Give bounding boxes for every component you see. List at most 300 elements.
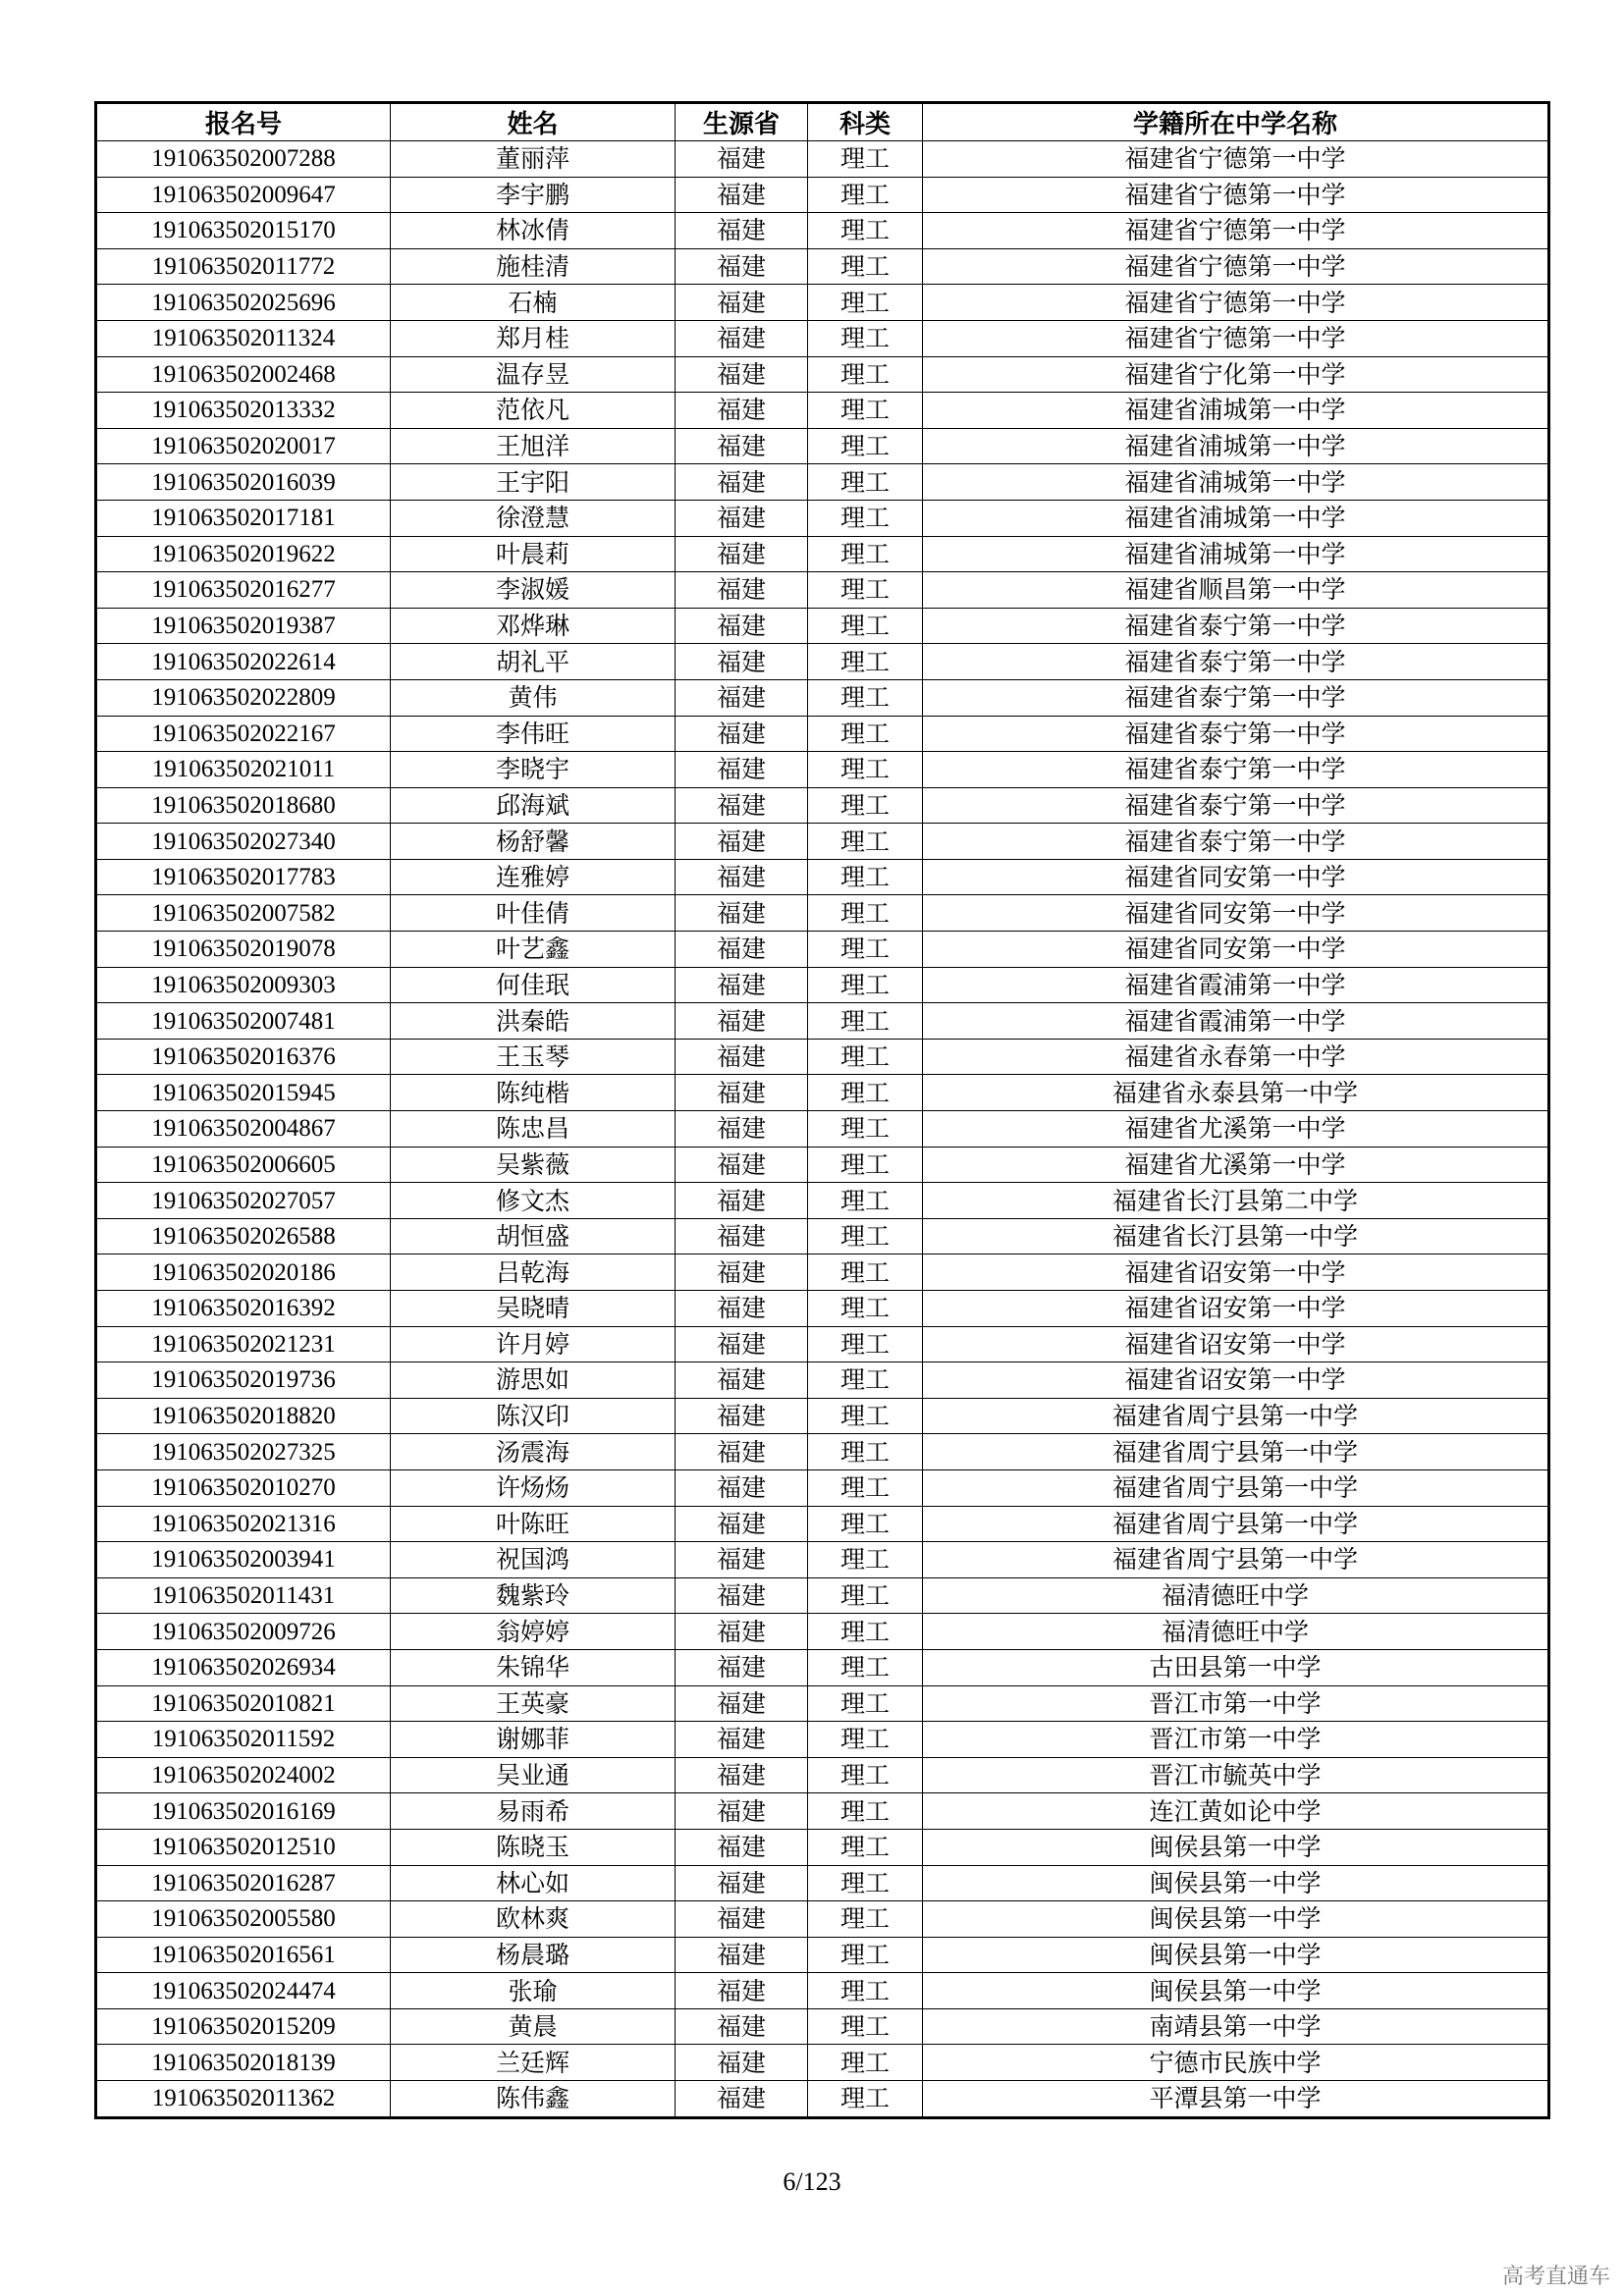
table-row (96, 932, 1549, 968)
cell-school: 连江黄如论中学 (923, 1793, 1549, 1830)
cell-name: 杨晨璐 (391, 1937, 676, 1973)
table-row (96, 1757, 1549, 1793)
cell-school: 福建省永泰县第一中学 (923, 1075, 1549, 1111)
cell-category: 理工 (808, 1434, 923, 1470)
cell-name: 陈汉印 (391, 1398, 676, 1434)
table-row (96, 213, 1549, 249)
cell-school: 福建省同安第一中学 (923, 859, 1549, 895)
cell-school: 福建省宁德第一中学 (923, 141, 1549, 178)
cell-name: 李晓宇 (391, 752, 676, 788)
cell-reg-no: 191063502009303 (96, 967, 391, 1003)
cell-school: 闽侯县第一中学 (923, 1901, 1549, 1938)
cell-category: 理工 (808, 1685, 923, 1722)
table-row (96, 1901, 1549, 1938)
cell-name: 游思如 (391, 1362, 676, 1399)
cell-name: 石楠 (391, 285, 676, 321)
cell-category: 理工 (808, 679, 923, 716)
cell-province: 福建 (676, 2008, 808, 2045)
table-row (96, 1829, 1549, 1865)
table-row (96, 464, 1549, 501)
cell-reg-no: 191063502017181 (96, 500, 391, 536)
cell-school: 福建省泰宁第一中学 (923, 644, 1549, 680)
cell-category: 理工 (808, 608, 923, 644)
header-reg-no: 报名号 (96, 103, 391, 141)
table-row (96, 285, 1549, 321)
cell-category: 理工 (808, 1183, 923, 1219)
cell-name: 王英豪 (391, 1685, 676, 1722)
cell-category: 理工 (808, 1793, 923, 1830)
cell-province: 福建 (676, 1039, 808, 1075)
cell-name: 叶晨莉 (391, 536, 676, 572)
cell-province: 福建 (676, 141, 808, 178)
table-row (96, 1075, 1549, 1111)
header-row (96, 103, 1549, 141)
cell-reg-no: 191063502007481 (96, 1003, 391, 1040)
cell-school: 福建省周宁县第一中学 (923, 1434, 1549, 1470)
cell-name: 翁婷婷 (391, 1614, 676, 1650)
cell-name: 郑月桂 (391, 320, 676, 356)
table-row (96, 1577, 1549, 1614)
header-school: 学籍所在中学名称 (923, 103, 1549, 141)
cell-province: 福建 (676, 716, 808, 752)
cell-school: 福建省永春第一中学 (923, 1039, 1549, 1075)
table-row (96, 1649, 1549, 1685)
cell-province: 福建 (676, 1218, 808, 1255)
cell-province: 福建 (676, 1685, 808, 1722)
cell-province: 福建 (676, 608, 808, 644)
cell-school: 福建省浦城第一中学 (923, 500, 1549, 536)
cell-reg-no: 191063502011362 (96, 2081, 391, 2118)
cell-reg-no: 191063502009647 (96, 177, 391, 213)
cell-province: 福建 (676, 428, 808, 464)
cell-province: 福建 (676, 1326, 808, 1362)
cell-reg-no: 191063502012510 (96, 1829, 391, 1865)
cell-reg-no: 191063502002468 (96, 356, 391, 393)
cell-name: 谢娜菲 (391, 1722, 676, 1758)
cell-category: 理工 (808, 752, 923, 788)
table-row (96, 787, 1549, 824)
cell-province: 福建 (676, 285, 808, 321)
cell-name: 邱海斌 (391, 787, 676, 824)
cell-province: 福建 (676, 320, 808, 356)
cell-school: 福建省诏安第一中学 (923, 1255, 1549, 1291)
table-row (96, 1937, 1549, 1973)
cell-school: 福建省浦城第一中学 (923, 536, 1549, 572)
cell-province: 福建 (676, 895, 808, 932)
cell-school: 福建省泰宁第一中学 (923, 679, 1549, 716)
table-row (96, 1218, 1549, 1255)
cell-school: 福建省宁德第一中学 (923, 248, 1549, 285)
cell-name: 汤震海 (391, 1434, 676, 1470)
table-row (96, 536, 1549, 572)
cell-reg-no: 191063502025696 (96, 285, 391, 321)
table-row (96, 1469, 1549, 1506)
table-row (96, 1147, 1549, 1183)
cell-province: 福建 (676, 824, 808, 860)
table-row (96, 177, 1549, 213)
cell-name: 连雅婷 (391, 859, 676, 895)
cell-name: 林心如 (391, 1865, 676, 1901)
table-row (96, 1039, 1549, 1075)
cell-name: 邓烨琳 (391, 608, 676, 644)
watermark: 高考直通车 (1501, 2265, 1610, 2289)
cell-category: 理工 (808, 2081, 923, 2118)
cell-category: 理工 (808, 428, 923, 464)
cell-category: 理工 (808, 2008, 923, 2045)
cell-school: 闽侯县第一中学 (923, 1973, 1549, 2009)
table-row (96, 967, 1549, 1003)
cell-name: 洪秦皓 (391, 1003, 676, 1040)
cell-school: 晋江市毓英中学 (923, 1757, 1549, 1793)
cell-name: 范依凡 (391, 393, 676, 429)
cell-name: 许炀炀 (391, 1469, 676, 1506)
cell-reg-no: 191063502019736 (96, 1362, 391, 1399)
table-row (96, 2008, 1549, 2045)
cell-school: 古田县第一中学 (923, 1649, 1549, 1685)
cell-name: 兰廷辉 (391, 2045, 676, 2081)
cell-name: 祝国鸿 (391, 1542, 676, 1578)
cell-category: 理工 (808, 1291, 923, 1327)
cell-reg-no: 191063502007582 (96, 895, 391, 932)
header-name: 姓名 (391, 103, 676, 141)
cell-category: 理工 (808, 1218, 923, 1255)
cell-province: 福建 (676, 1255, 808, 1291)
cell-school: 福建省周宁县第一中学 (923, 1506, 1549, 1542)
cell-school: 福建省长汀县第二中学 (923, 1183, 1549, 1219)
cell-name: 何佳珉 (391, 967, 676, 1003)
cell-name: 温存昱 (391, 356, 676, 393)
cell-school: 福建省尤溪第一中学 (923, 1111, 1549, 1148)
table-row (96, 1255, 1549, 1291)
table-row (96, 1398, 1549, 1434)
cell-school: 福建省泰宁第一中学 (923, 752, 1549, 788)
table-row (96, 608, 1549, 644)
cell-reg-no: 191063502016376 (96, 1039, 391, 1075)
cell-school: 晋江市第一中学 (923, 1685, 1549, 1722)
cell-school: 福建省宁德第一中学 (923, 320, 1549, 356)
table-row (96, 393, 1549, 429)
cell-reg-no: 191063502016561 (96, 1937, 391, 1973)
cell-school: 福建省周宁县第一中学 (923, 1469, 1549, 1506)
cell-province: 福建 (676, 500, 808, 536)
cell-category: 理工 (808, 213, 923, 249)
table-row (96, 895, 1549, 932)
cell-category: 理工 (808, 1649, 923, 1685)
cell-reg-no: 191063502022614 (96, 644, 391, 680)
cell-province: 福建 (676, 1469, 808, 1506)
cell-school: 福建省周宁县第一中学 (923, 1542, 1549, 1578)
cell-name: 叶艺鑫 (391, 932, 676, 968)
cell-category: 理工 (808, 716, 923, 752)
cell-reg-no: 191063502019622 (96, 536, 391, 572)
table-row (96, 824, 1549, 860)
cell-category: 理工 (808, 1147, 923, 1183)
cell-province: 福建 (676, 1829, 808, 1865)
cell-school: 福建省宁化第一中学 (923, 356, 1549, 393)
table-row (96, 141, 1549, 178)
cell-school: 福建省诏安第一中学 (923, 1291, 1549, 1327)
cell-reg-no: 191063502016277 (96, 572, 391, 609)
cell-province: 福建 (676, 932, 808, 968)
cell-school: 福建省霞浦第一中学 (923, 1003, 1549, 1040)
cell-province: 福建 (676, 1075, 808, 1111)
cell-name: 胡恒盛 (391, 1218, 676, 1255)
header-province: 生源省 (676, 103, 808, 141)
cell-province: 福建 (676, 1362, 808, 1399)
cell-name: 易雨希 (391, 1793, 676, 1830)
cell-category: 理工 (808, 285, 923, 321)
table-row (96, 1793, 1549, 1830)
cell-category: 理工 (808, 177, 923, 213)
table-row (96, 716, 1549, 752)
table-row (96, 2045, 1549, 2081)
cell-reg-no: 191063502027057 (96, 1183, 391, 1219)
cell-province: 福建 (676, 787, 808, 824)
cell-category: 理工 (808, 393, 923, 429)
table-row (96, 248, 1549, 285)
cell-school: 南靖县第一中学 (923, 2008, 1549, 2045)
cell-school: 福建省泰宁第一中学 (923, 716, 1549, 752)
cell-school: 闽侯县第一中学 (923, 1937, 1549, 1973)
cell-reg-no: 191063502020186 (96, 1255, 391, 1291)
table-body (96, 141, 1549, 2118)
cell-province: 福建 (676, 1577, 808, 1614)
cell-reg-no: 191063502026934 (96, 1649, 391, 1685)
cell-reg-no: 191063502016169 (96, 1793, 391, 1830)
cell-name: 朱锦华 (391, 1649, 676, 1685)
admission-roster-table (94, 101, 1550, 2119)
cell-school: 闽侯县第一中学 (923, 1865, 1549, 1901)
page-number: 6/123 (783, 2167, 841, 2196)
cell-reg-no: 191063502010270 (96, 1469, 391, 1506)
cell-province: 福建 (676, 1542, 808, 1578)
table-row (96, 1291, 1549, 1327)
cell-province: 福建 (676, 536, 808, 572)
cell-province: 福建 (676, 356, 808, 393)
cell-school: 福建省浦城第一中学 (923, 393, 1549, 429)
cell-province: 福建 (676, 1757, 808, 1793)
cell-name: 杨舒馨 (391, 824, 676, 860)
cell-reg-no: 191063502020017 (96, 428, 391, 464)
cell-name: 吴紫薇 (391, 1147, 676, 1183)
cell-category: 理工 (808, 859, 923, 895)
cell-category: 理工 (808, 1111, 923, 1148)
cell-province: 福建 (676, 1506, 808, 1542)
cell-name: 陈纯楷 (391, 1075, 676, 1111)
cell-category: 理工 (808, 644, 923, 680)
table-row (96, 1362, 1549, 1399)
table-row (96, 1614, 1549, 1650)
cell-name: 王宇阳 (391, 464, 676, 501)
cell-reg-no: 191063502016287 (96, 1865, 391, 1901)
cell-category: 理工 (808, 967, 923, 1003)
cell-province: 福建 (676, 1183, 808, 1219)
cell-reg-no: 191063502007288 (96, 141, 391, 178)
cell-category: 理工 (808, 1362, 923, 1399)
cell-name: 王玉琴 (391, 1039, 676, 1075)
cell-reg-no: 191063502016039 (96, 464, 391, 501)
cell-reg-no: 191063502015945 (96, 1075, 391, 1111)
cell-category: 理工 (808, 932, 923, 968)
cell-school: 福建省宁德第一中学 (923, 285, 1549, 321)
cell-category: 理工 (808, 1901, 923, 1938)
cell-school: 福建省长汀县第一中学 (923, 1218, 1549, 1255)
cell-name: 叶佳倩 (391, 895, 676, 932)
cell-province: 福建 (676, 859, 808, 895)
cell-name: 陈伟鑫 (391, 2081, 676, 2118)
cell-category: 理工 (808, 824, 923, 860)
cell-category: 理工 (808, 1398, 923, 1434)
cell-school: 福建省泰宁第一中学 (923, 787, 1549, 824)
cell-province: 福建 (676, 1434, 808, 1470)
cell-category: 理工 (808, 1039, 923, 1075)
table-row (96, 679, 1549, 716)
cell-reg-no: 191063502004867 (96, 1111, 391, 1148)
cell-school: 福建省浦城第一中学 (923, 464, 1549, 501)
cell-province: 福建 (676, 1865, 808, 1901)
cell-province: 福建 (676, 2081, 808, 2118)
cell-category: 理工 (808, 787, 923, 824)
table-row (96, 1111, 1549, 1148)
cell-category: 理工 (808, 1757, 923, 1793)
cell-school: 福建省宁德第一中学 (923, 213, 1549, 249)
cell-category: 理工 (808, 1973, 923, 2009)
cell-category: 理工 (808, 320, 923, 356)
table-row (96, 428, 1549, 464)
cell-school: 福建省周宁县第一中学 (923, 1398, 1549, 1434)
cell-province: 福建 (676, 1937, 808, 1973)
cell-name: 魏紫玲 (391, 1577, 676, 1614)
cell-name: 吴业通 (391, 1757, 676, 1793)
cell-category: 理工 (808, 1003, 923, 1040)
cell-reg-no: 191063502013332 (96, 393, 391, 429)
table-row (96, 1722, 1549, 1758)
cell-school: 福建省泰宁第一中学 (923, 824, 1549, 860)
table-row (96, 1506, 1549, 1542)
cell-school: 福建省诏安第一中学 (923, 1326, 1549, 1362)
cell-name: 陈忠昌 (391, 1111, 676, 1148)
cell-category: 理工 (808, 1829, 923, 1865)
cell-province: 福建 (676, 248, 808, 285)
cell-province: 福建 (676, 1649, 808, 1685)
cell-category: 理工 (808, 1469, 923, 1506)
cell-name: 胡礼平 (391, 644, 676, 680)
cell-province: 福建 (676, 464, 808, 501)
cell-reg-no: 191063502003941 (96, 1542, 391, 1578)
cell-reg-no: 191063502018820 (96, 1398, 391, 1434)
cell-reg-no: 191063502015209 (96, 2008, 391, 2045)
cell-name: 欧林爽 (391, 1901, 676, 1938)
cell-school: 福建省泰宁第一中学 (923, 608, 1549, 644)
cell-reg-no: 191063502015170 (96, 213, 391, 249)
cell-province: 福建 (676, 213, 808, 249)
cell-reg-no: 191063502021231 (96, 1326, 391, 1362)
cell-name: 李淑媛 (391, 572, 676, 609)
cell-reg-no: 191063502024002 (96, 1757, 391, 1793)
cell-reg-no: 191063502027340 (96, 824, 391, 860)
cell-school: 福清德旺中学 (923, 1577, 1549, 1614)
cell-category: 理工 (808, 248, 923, 285)
table-row (96, 1973, 1549, 2009)
table-row (96, 1542, 1549, 1578)
table-header (96, 103, 1549, 141)
cell-school: 晋江市第一中学 (923, 1722, 1549, 1758)
cell-reg-no: 191063502019078 (96, 932, 391, 968)
table-row (96, 356, 1549, 393)
cell-reg-no: 191063502017783 (96, 859, 391, 895)
cell-category: 理工 (808, 1506, 923, 1542)
table-row (96, 1326, 1549, 1362)
cell-school: 福建省尤溪第一中学 (923, 1147, 1549, 1183)
cell-name: 修文杰 (391, 1183, 676, 1219)
cell-province: 福建 (676, 1111, 808, 1148)
cell-province: 福建 (676, 1973, 808, 2009)
cell-name: 李伟旺 (391, 716, 676, 752)
table-row (96, 1865, 1549, 1901)
cell-category: 理工 (808, 1865, 923, 1901)
cell-name: 吕乾海 (391, 1255, 676, 1291)
cell-reg-no: 191063502024474 (96, 1973, 391, 2009)
cell-province: 福建 (676, 1614, 808, 1650)
cell-reg-no: 191063502018680 (96, 787, 391, 824)
cell-category: 理工 (808, 1255, 923, 1291)
cell-category: 理工 (808, 2045, 923, 2081)
cell-province: 福建 (676, 679, 808, 716)
cell-school: 宁德市民族中学 (923, 2045, 1549, 2081)
cell-reg-no: 191063502016392 (96, 1291, 391, 1327)
cell-category: 理工 (808, 1722, 923, 1758)
roster-sheet (94, 101, 1547, 2119)
cell-province: 福建 (676, 752, 808, 788)
cell-category: 理工 (808, 1075, 923, 1111)
table-row (96, 1434, 1549, 1470)
cell-reg-no: 191063502011592 (96, 1722, 391, 1758)
cell-province: 福建 (676, 1722, 808, 1758)
cell-category: 理工 (808, 141, 923, 178)
cell-school: 福建省诏安第一中学 (923, 1362, 1549, 1399)
cell-reg-no: 191063502011772 (96, 248, 391, 285)
cell-school: 平潭县第一中学 (923, 2081, 1549, 2118)
cell-name: 施桂清 (391, 248, 676, 285)
cell-reg-no: 191063502026588 (96, 1218, 391, 1255)
table-row (96, 2081, 1549, 2118)
cell-reg-no: 191063502022809 (96, 679, 391, 716)
cell-school: 闽侯县第一中学 (923, 1829, 1549, 1865)
cell-name: 徐澄慧 (391, 500, 676, 536)
cell-category: 理工 (808, 572, 923, 609)
table-row (96, 500, 1549, 536)
cell-name: 林冰倩 (391, 213, 676, 249)
cell-reg-no: 191063502022167 (96, 716, 391, 752)
cell-name: 黄伟 (391, 679, 676, 716)
cell-category: 理工 (808, 895, 923, 932)
cell-reg-no: 191063502010821 (96, 1685, 391, 1722)
cell-category: 理工 (808, 1326, 923, 1362)
cell-name: 张瑜 (391, 1973, 676, 2009)
cell-name: 吴晓晴 (391, 1291, 676, 1327)
table-row (96, 572, 1549, 609)
cell-province: 福建 (676, 967, 808, 1003)
cell-reg-no: 191063502021011 (96, 752, 391, 788)
cell-name: 王旭洋 (391, 428, 676, 464)
cell-name: 许月婷 (391, 1326, 676, 1362)
cell-reg-no: 191063502006605 (96, 1147, 391, 1183)
cell-province: 福建 (676, 177, 808, 213)
cell-category: 理工 (808, 536, 923, 572)
cell-reg-no: 191063502027325 (96, 1434, 391, 1470)
cell-province: 福建 (676, 1003, 808, 1040)
cell-school: 福清德旺中学 (923, 1614, 1549, 1650)
